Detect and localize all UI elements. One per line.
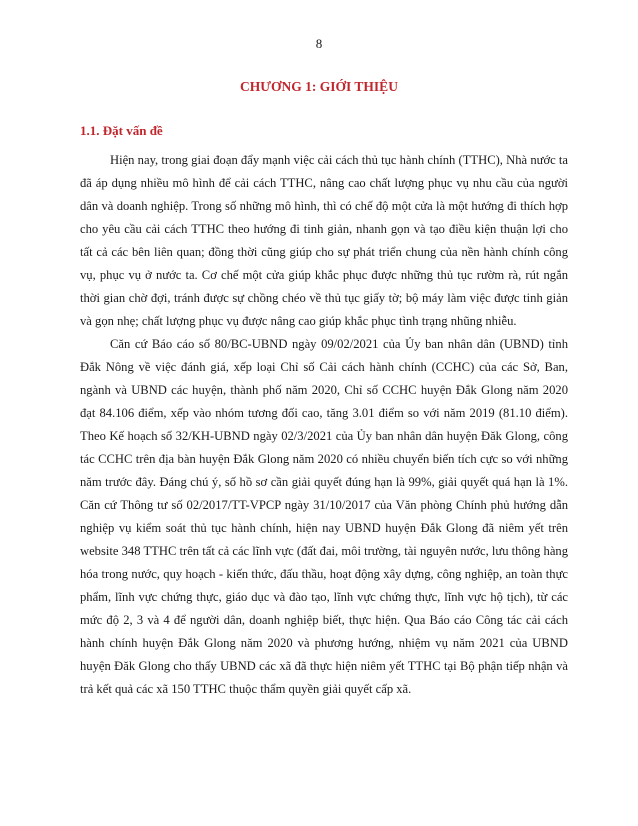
- chapter-title: CHƯƠNG 1: GIỚI THIỆU: [240, 79, 398, 94]
- paragraph-2: Căn cứ Báo cáo số 80/BC-UBND ngày 09/02/2021 của Ủy ban nhân dân (UBND) tỉnh Đắk Nông về việc đánh giá, xếp loại Chỉ số Cải cách hành chính (CCHC) của các Sở, Ban, ngành và UBND các huyện, thành phố năm 2020, Chỉ số CCHC huyện Đắk Glong năm 2020 đạt 84.106 điểm, xếp vào nhóm tương đối cao, tăng 3.01 điểm so với năm 2019 (81.10 điểm). Theo Kế hoạch số 32/KH-UBND ngày 02/3/2021 của Ủy ban nhân dân huyện Đăk Glong, công tác CCHC trên địa bàn huyện Đắk Glong năm 2020 có nhiều chuyển biến tích cực so với những năm trước đây. Đáng chú ý, số hồ sơ cần giải quyết đúng hạn là 99%, giải quyết quá hạn là 1%. Căn cứ Thông tư số 02/2017/TT-VPCP ngày 31/10/2017 của Văn phòng Chính phủ hướng dẫn nghiệp vụ kiểm soát thủ tục hành chính, hiện nay UBND huyện Đắk Glong đã niêm yết trên website 348 TTHC trên tất cả các lĩnh vực (đất đai, môi trường, tài nguyên nước, lưu thông hàng hóa trong nước, quy hoạch - kiến thức, đấu thầu, hoạt động xây dựng, công nghiệp, an toàn thực phẩm, lĩnh vực chứng thực, giáo dục và đào tạo, lĩnh vực chứng thực, lĩnh vực hộ tịch), từ các mức độ 2, 3 và 4 để người dân, doanh nghiệp biết, thực hiện. Qua Báo cáo Công tác cải cách hành chính huyện Đắk Glong năm 2020 và phương hướng, nhiệm vụ năm 2021 của UBND huyện Đăk Glong cho thấy UBND các xã đã thực hiện niêm yết TTHC tại Bộ phận tiếp nhận và trả kết quả các xã 150 TTHC thuộc thẩm quyền giải quyết cấp xã.: [80, 337, 568, 696]
- body-text: [80, 149, 568, 701]
- section-heading: 1.1. Đặt vấn đề: [80, 123, 163, 138]
- paragraph-1: Hiện nay, trong giai đoạn đẩy mạnh việc cải cách thủ tục hành chính (TTHC), Nhà nước ta đã áp dụng nhiều mô hình để cải cách TTHC, nâng cao chất lượng phục vụ nhu cầu của người dân và doanh nghiệp. Trong số những mô hình, thì có chế độ một cửa là một hướng đi thích hợp cho yêu cầu cải cách TTHC theo hướng đi tinh giản, nhanh gọn và tạo điều kiện thuận lợi cho tất cả các bên liên quan; đồng thời cũng giúp cho sự phát triển chung của nền hành chính công vụ, phục vụ ở nước ta. Cơ chế một cửa giúp khắc phục được những thủ tục rườm rà, rút ngắn thời gian chờ đợi, tránh được sự chồng chéo về thủ tục giấy tờ; bộ máy làm việc được tinh giản và gọn nhẹ; chất lượng phục vụ được nâng cao giúp khắc phục tình trạng nhũng nhiễu.: [80, 153, 568, 328]
- page-number: 8: [315, 36, 323, 51]
